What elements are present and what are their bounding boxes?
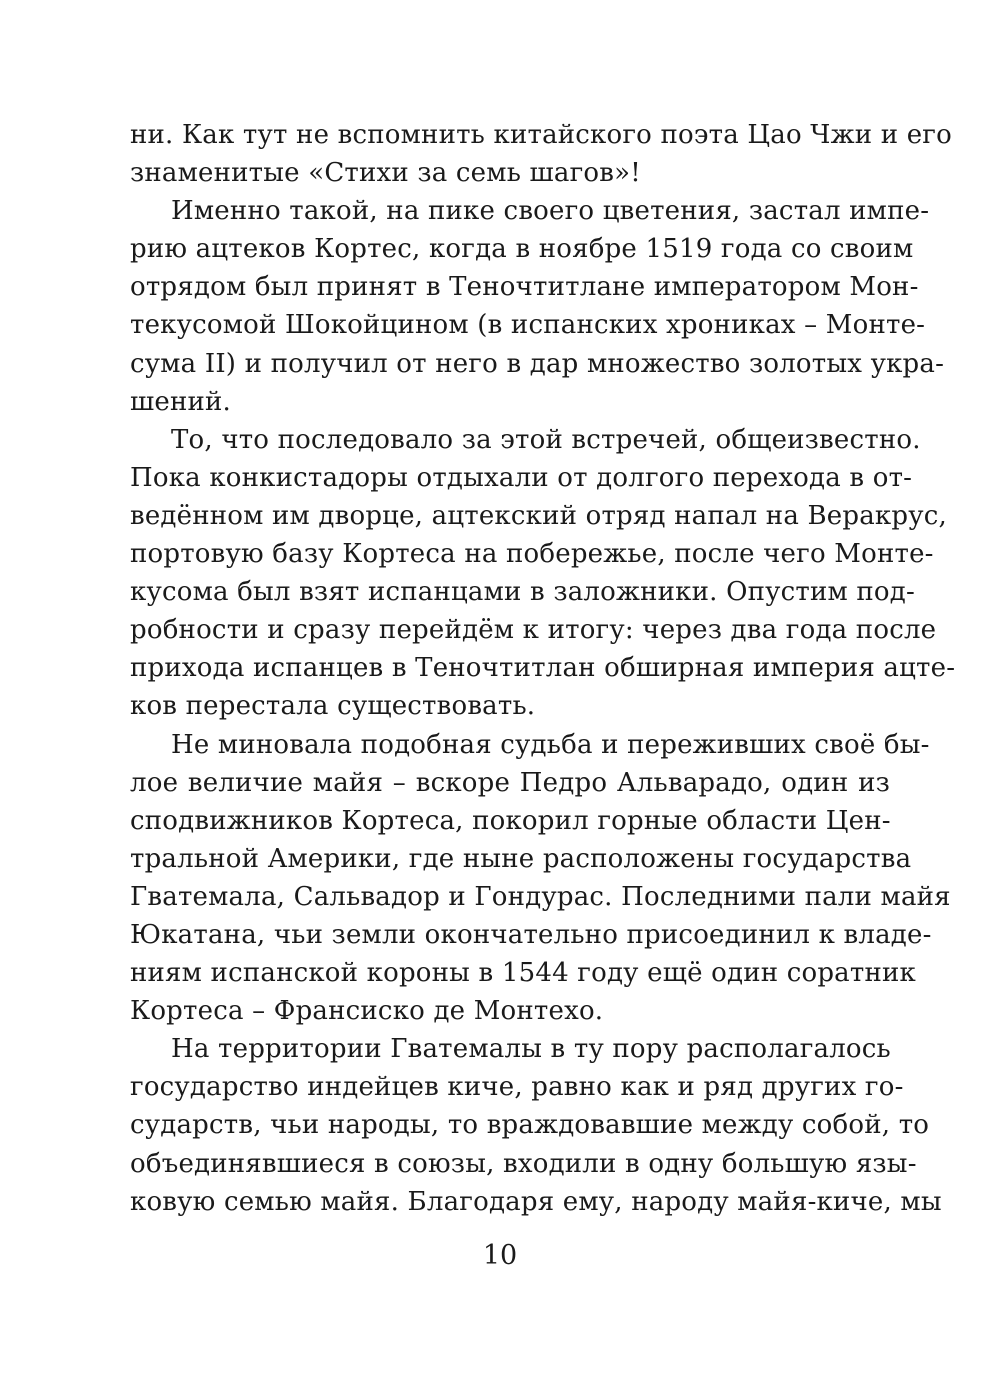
text-line: ведённом им дворце, ацтекский отряд напал на Веракрус,	[130, 500, 947, 531]
text-line: Гватемала, Сальвадор и Гондурас. Последними пали майя	[130, 881, 951, 912]
text-line: лое величие майя – вскоре Педро Альварадо, один из	[130, 767, 890, 798]
text-line: На территории Гватемалы в ту пору располагалось	[171, 1034, 891, 1065]
text-line: тральной Америки, где ныне расположены государства	[130, 843, 912, 874]
text-line: сума II) и получил от него в дар множество золотых укра-	[130, 348, 945, 379]
text-line: Пока конкистадоры отдыхали от долгого перехода в от-	[130, 462, 913, 493]
text-line: ни. Как тут не вспомнить китайского поэта Цао Чжи и его	[130, 120, 952, 150]
page-number: 10	[482, 1240, 518, 1271]
text-line: сударств, чьи народы, то враждовавшие между собой, то	[130, 1110, 930, 1141]
text-line: ковую семью майя. Благодаря ему, народу майя-киче, мы	[130, 1186, 942, 1217]
text-line: прихода испанцев в Теночтитлан обширная империя ацте-	[130, 653, 956, 684]
text-line: сподвижников Кортеса, покорил горные области Цен-	[130, 805, 891, 836]
text-line: рию ацтеков Кортес, когда в ноябре 1519 года со своим	[130, 234, 914, 265]
text-line: ниям испанской короны в 1544 году ещё один соратник	[130, 958, 916, 989]
text-line: государство индейцев киче, равно как и ряд других го-	[130, 1072, 904, 1103]
body-text	[130, 116, 956, 1221]
text-line: текусомой Шокойцином (в испанских хрониках – Монте-	[130, 310, 926, 341]
text-line: ков перестала существовать.	[130, 691, 536, 722]
text-line: Не миновала подобная судьба и переживших своё бы-	[171, 729, 930, 760]
text-line: Именно такой, на пике своего цветения, застал импе-	[171, 196, 930, 227]
text-line: Юкатана, чьи земли окончательно присоединил к владе-	[130, 919, 932, 950]
text-line: отрядом был принят в Теночтитлане императором Мон-	[130, 272, 919, 303]
text-line: То, что последовало за этой встречей, общеизвестно.	[171, 424, 921, 455]
text-line: портовую базу Кортеса на побережье, после чего Монте-	[130, 539, 934, 570]
text-line: кусома был взят испанцами в заложники. Опустим под-	[130, 577, 915, 608]
text-line: знаменитые «Стихи за семь шагов»!	[130, 158, 641, 189]
text-line: шений.	[130, 386, 232, 417]
text-line: Кортеса – Франсиско де Монтехо.	[130, 996, 604, 1027]
text-line: робности и сразу перейдём к итогу: через два года после	[130, 615, 937, 646]
text-line: объединявшиеся в союзы, входили в одну большую язы-	[130, 1148, 917, 1179]
